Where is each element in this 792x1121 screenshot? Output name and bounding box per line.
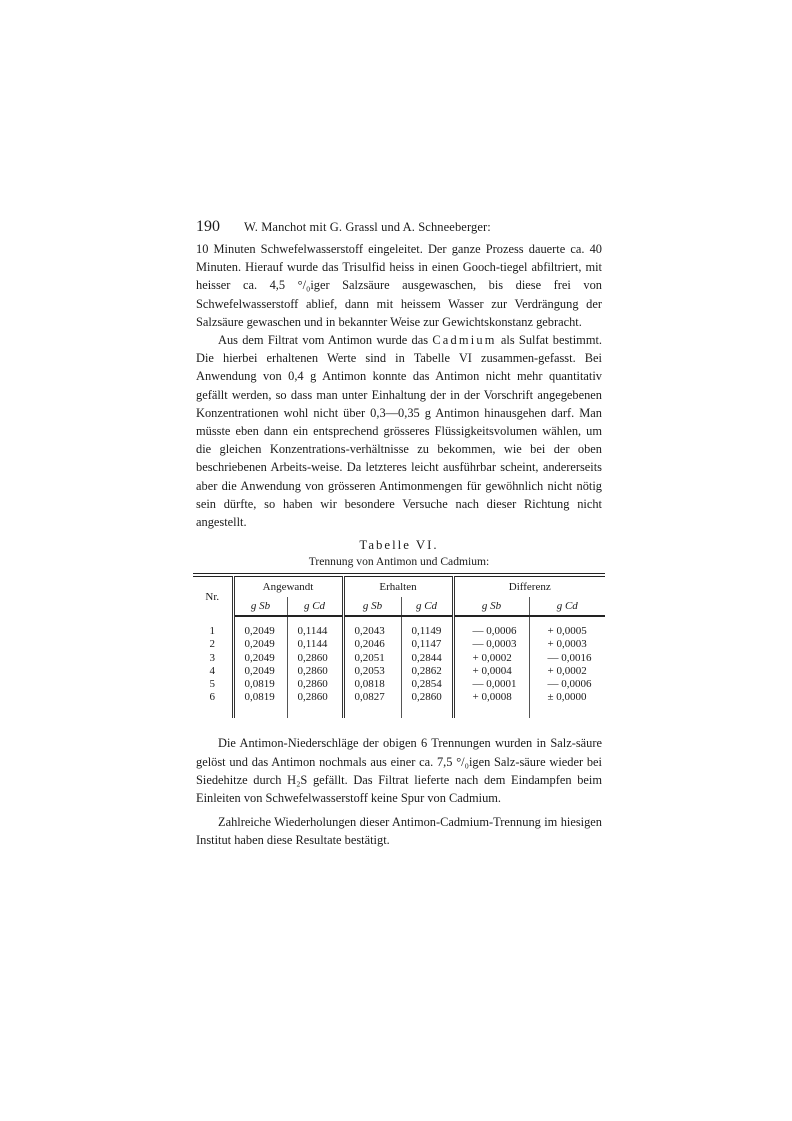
cell-e-sb: 0,2051 <box>343 652 401 665</box>
paragraph-4: Zahlreiche Wiederholungen dieser Antimon-Cadmium-Trennung im hiesigen Institut haben diese Resultate bestätigt. <box>196 815 602 848</box>
cell-nr: 3 <box>209 651 215 664</box>
cell-d-cd: + 0,0005 <box>529 625 605 638</box>
table-subcaption: Trennung von Antimon und Cadmium: <box>308 555 490 569</box>
cell-d-sb: + 0,0004 <box>453 665 529 678</box>
cell-e-cd: 0,2862 <box>401 665 453 678</box>
cell-e-sb: 0,2046 <box>343 638 401 651</box>
header-angewandt-cd: g Cd <box>287 597 343 616</box>
cell-e-cd: 0,2844 <box>401 652 453 665</box>
header-nr: Nr. <box>205 590 220 603</box>
header-erhalten-cd: g Cd <box>401 597 453 616</box>
page-content <box>196 218 602 850</box>
paragraph-1: 10 Minuten Schwefelwasserstoff eingeleitet. Der ganze Prozess dauerte ca. 40 Minuten. Hierauf wurde das Trisulfid heiss in einen Gooch-tiegel abfiltriert, mit heisser ca. 4,5 °/₀iger Salzsäure ausgewaschen, bis diese frei von Schwefelwasserstoff ablief, dann mit heissem Wasser zur Verdrängung der Salzsäure gewaschen und in bekannter Weise zur Gewichtskonstanz gebracht. <box>196 242 602 329</box>
cell-e-cd: 0,1149 <box>401 625 453 638</box>
cell-d-cd: + 0,0003 <box>529 638 605 651</box>
cell-d-sb: — 0,0003 <box>453 638 529 651</box>
cell-a-sb: 0,0819 <box>233 678 287 691</box>
cell-e-cd: 0,1147 <box>401 638 453 651</box>
cell-nr: 4 <box>209 664 215 677</box>
cell-d-cd: — 0,0016 <box>529 652 605 665</box>
table-row <box>193 652 605 665</box>
header-differenz: Differenz <box>453 577 605 598</box>
cell-d-sb: — 0,0001 <box>453 678 529 691</box>
cell-e-sb: 0,0818 <box>343 678 401 691</box>
table-caption: Tabelle VI. <box>359 538 439 553</box>
header-angewandt: Angewandt <box>233 577 343 598</box>
paragraph-2-rest: als Sulfat bestimmt. Die hierbei erhaltenen Werte sind in Tabelle VI zusammen-gefasst. Bei Anwendung von 0,4 g Antimon konnte das Antimon nicht mehr quantitativ gefällt werden, so dass man unter Einhaltung der in der Vorschrift angegebenen Konzentrationen wohl nicht über 0,3—0,35 g Antimon hinausgehen darf. Man müsste eben dann ein entsprechend grösseres Flüssigkeitsvolumen wählen, um die gleichen Konzentrations-verhältnisse zu bekommen, wie bei der oben beschriebenen Arbeits-weise. Da letzteres leicht ausführbar scheint, andererseits aber die Anwendung von grösseren Antimonmengen für gewöhnlich nicht nötig sein dürfte, so haben wir besondere Versuche nach dieser Richtung nicht angestellt. <box>196 333 603 530</box>
cell-e-sb: 0,0827 <box>343 691 401 704</box>
cell-a-cd: 0,2860 <box>287 665 343 678</box>
cell-a-sb: 0,2049 <box>233 652 287 665</box>
table-row <box>193 625 605 638</box>
cell-a-sb: 0,2049 <box>233 638 287 651</box>
cell-e-cd: 0,2854 <box>401 678 453 691</box>
cell-a-cd: 0,2860 <box>287 652 343 665</box>
table-row <box>193 691 605 704</box>
paragraph-2-start: Aus dem Filtrat vom Antimon wurde das <box>218 333 433 348</box>
paragraph-2 <box>196 331 602 531</box>
cell-nr: 5 <box>209 678 215 691</box>
cell-nr: 1 <box>209 625 215 638</box>
page-number: 190 <box>196 218 220 235</box>
cell-d-sb: + 0,0002 <box>453 652 529 665</box>
cell-a-cd: 0,1144 <box>287 625 343 638</box>
cell-d-cd: — 0,0006 <box>529 678 605 691</box>
cell-nr: 2 <box>209 638 215 651</box>
cell-e-cd: 0,2860 <box>401 691 453 704</box>
cell-a-sb: 0,2049 <box>233 625 287 638</box>
cell-a-cd: 0,2860 <box>287 678 343 691</box>
cell-nr: 6 <box>209 691 215 704</box>
header-differenz-sb: g Sb <box>453 597 529 616</box>
cell-e-sb: 0,2053 <box>343 665 401 678</box>
header-erhalten: Erhalten <box>343 577 453 598</box>
table-row <box>193 678 605 691</box>
running-header <box>196 218 602 240</box>
header-erhalten-sb: g Sb <box>343 597 401 616</box>
cell-e-sb: 0,2043 <box>343 625 401 638</box>
cell-d-cd: ± 0,0000 <box>529 691 605 704</box>
cell-a-sb: 0,0819 <box>233 691 287 704</box>
cadmium-spaced-word: Cadmium <box>432 333 497 348</box>
cell-d-sb: — 0,0006 <box>453 625 529 638</box>
cell-a-cd: 0,2860 <box>287 691 343 704</box>
cell-d-cd: + 0,0002 <box>529 665 605 678</box>
table-row <box>193 638 605 651</box>
results-table <box>193 573 605 718</box>
cell-a-sb: 0,2049 <box>233 665 287 678</box>
cell-d-sb: + 0,0008 <box>453 691 529 704</box>
cell-a-cd: 0,1144 <box>287 638 343 651</box>
header-differenz-cd: g Cd <box>529 597 605 616</box>
running-title: W. Manchot mit G. Grassl und A. Schneeberger: <box>244 220 491 234</box>
table-row <box>193 665 605 678</box>
header-angewandt-sb: g Sb <box>233 597 287 616</box>
paragraph-3: Die Antimon-Niederschläge der obigen 6 Trennungen wurden in Salz-säure gelöst und das Antimon nochmals aus einer ca. 7,5 °/₀igen Salz-säure wieder bei Siedehitze durch H₂S gefällt. Das Filtrat lieferte nach dem Eindampfen beim Einleiten von Schwefelwasserstoff keine Spur von Cadmium. <box>196 736 602 806</box>
